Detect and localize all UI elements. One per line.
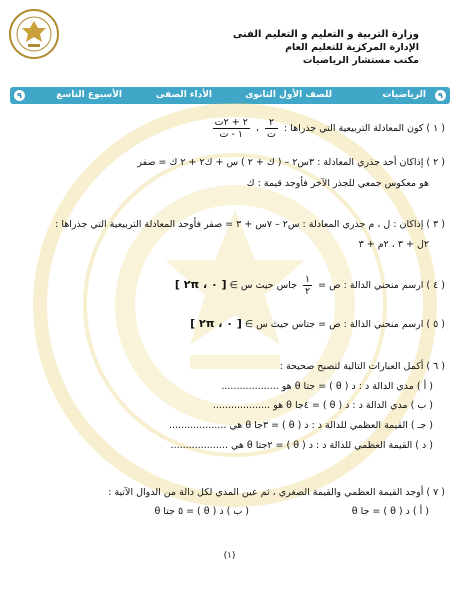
question-6-title: ( ٦ ) أكمل العبارات التالية لتصبح صحيحة : — [279, 361, 445, 372]
week-badge-right: ٩ — [435, 90, 446, 101]
question-7-item-a: ( أ ) د ( θ ) = جا θ — [351, 506, 429, 517]
fraction-numerator: ٢ + ٢ت — [214, 117, 248, 128]
question-5 — [190, 317, 445, 330]
section-label: الأداء الصفى — [155, 90, 212, 100]
info-bar — [10, 87, 450, 104]
question-4-text: ( ٤ ) ارسم منحني الدالة : ص = — [318, 280, 445, 291]
question-4-interval: [ ٠ ، ٢π ] — [174, 278, 227, 291]
ministry-line-3: مكتب مستشار الرياضيات — [302, 55, 419, 66]
fraction-denominator: ٢ — [304, 286, 311, 297]
question-1-separator: ، — [255, 123, 259, 134]
question-7-item-b: ( ب ) د ( θ ) = ٥ جتا θ — [154, 506, 249, 517]
question-2-line-2: هو معكوس جمعي للجذر الآخر فأوجد قيمة : ك — [246, 178, 429, 189]
question-1-fraction-1 — [265, 117, 278, 140]
question-4-rest: جاس حيث س ∋ — [229, 280, 297, 291]
question-6-item-b: ( ب ) مدي الدالة د : د ( θ ) = ٤جا θ هو ................... — [212, 400, 433, 411]
question-2-line-1: ( ٢ ) إذاكان أحد جذري المعادلة : ٣س٢ – ( ك + ٢ ) س + ك٢ + ٢ ك = صفر — [137, 157, 445, 168]
subject-label: الرياضيات — [382, 90, 426, 100]
question-6-item-a: ( أ ) مدي الدالة د : د ( θ ) = جتا θ هو ................... — [221, 381, 433, 392]
week-badge-left: ٩ — [14, 90, 25, 101]
grade-label: للصف الأول الثانوى — [245, 90, 332, 100]
fraction-denominator: ت — [266, 129, 276, 140]
week-label: الأسبوع التاسع — [56, 90, 122, 100]
ministry-line-2: الإدارة المركزية للتعليم العام — [285, 42, 419, 53]
question-1 — [210, 117, 445, 140]
question-3-line-2: ٢ل + ٣ ، ٢م + ٣ — [358, 239, 429, 250]
question-7-title: ( ٧ ) أوجد القيمة العظمي والقيمة الصغري ، ثم عين المدي لكل دالة من الدوال الآتية : — [108, 487, 445, 498]
question-5-text: ( ٥ ) ارسم منحني الدالة : ص = جتاس حيث س ∋ — [244, 319, 445, 330]
fraction-numerator: ١ — [304, 274, 311, 285]
question-6-item-d: ( د ) القيمة العظمي للدالة د : د ( θ ) = ٢جتا θ هي ................... — [170, 440, 433, 451]
ministry-header — [119, 28, 419, 67]
question-1-fraction-2 — [213, 117, 250, 140]
question-3-line-1: ( ٣ ) إذاكان : ل ، م جذري المعادلة : س٢ – ٧س + ٣ = صفر فأوجد المعادلة التربيعية التي جذراها : — [55, 219, 445, 230]
question-4-fraction — [303, 274, 312, 297]
fraction-denominator: ١ - ت — [219, 129, 244, 140]
question-1-text: ( ١ ) كون المعادلة التربيعية التي جذراها : — [283, 123, 445, 134]
fraction-numerator: ٢ — [265, 117, 278, 129]
question-5-interval: [ ٠ ، ٢π ] — [190, 317, 242, 330]
question-4 — [175, 274, 445, 297]
ministry-seal-logo — [8, 8, 60, 60]
question-6-item-c: ( جـ ) القيمة العظمي للدالة د : د ( θ ) = ٣جا θ هي ................... — [168, 420, 433, 431]
ministry-line-1: وزارة التربية و التعليم و التعليم الفنى — [232, 29, 419, 40]
page-number: (١) — [223, 551, 236, 561]
